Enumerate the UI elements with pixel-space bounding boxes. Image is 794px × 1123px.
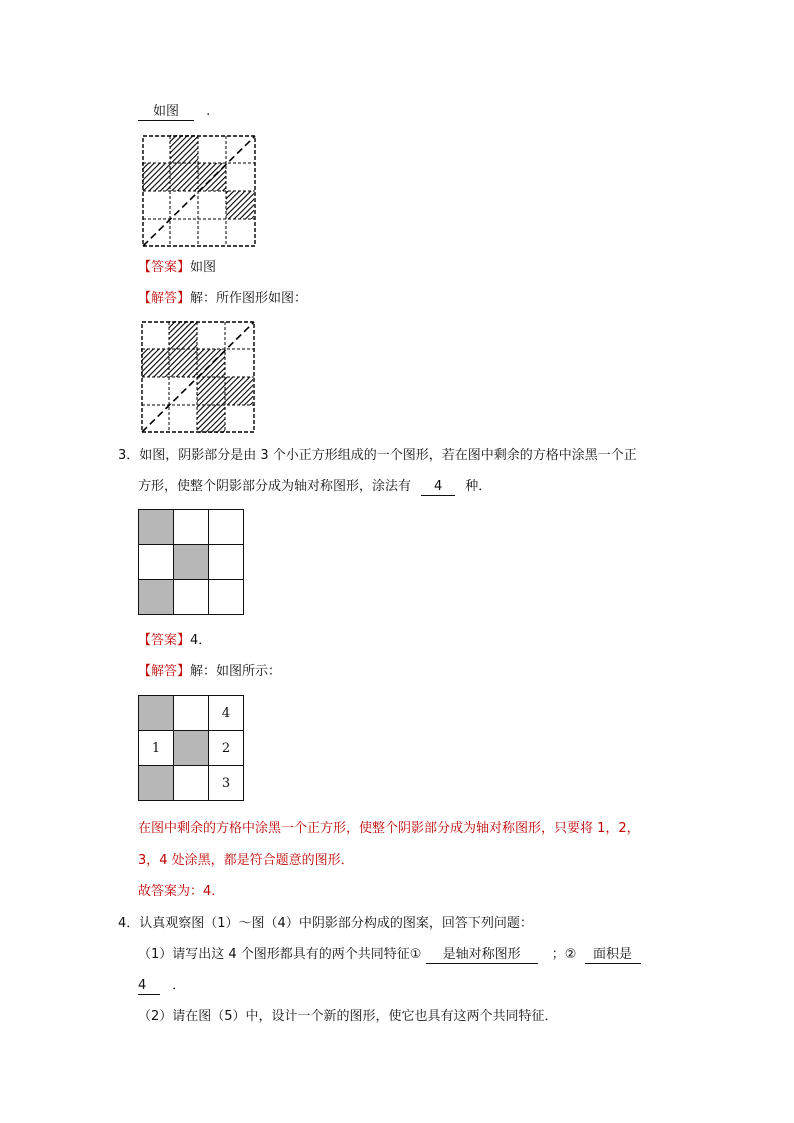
q2-solution (138, 290, 307, 308)
q2-question-figure (142, 135, 256, 247)
q3-stem-line1: 3．如图，阴影部分是由 3 个小正方形组成的一个图形，若在图中剩余的方格中涂黑一个正 (118, 448, 637, 463)
grid-cell (174, 510, 209, 545)
solution-text: 解：所作图形如图： (190, 291, 308, 306)
q4-part2-line: （2）请在图（5）中，设计一个新的图形，使它也具有这两个共同特征． (138, 1009, 558, 1024)
q4-part1-line (138, 946, 641, 964)
cell-label: 2 (221, 740, 231, 756)
q3-solution (138, 663, 281, 681)
grid-cell (139, 766, 174, 801)
q3-question-grid (138, 509, 244, 615)
q2-answer (138, 259, 216, 277)
grid-cell (139, 696, 174, 731)
grid-cell (174, 545, 209, 580)
q4-feature2-blank: 面积是 (585, 947, 641, 964)
q3-answer-blank: 4 (421, 479, 455, 496)
grid-cell (209, 731, 244, 766)
cell-label: 3 (221, 775, 231, 791)
q3-stem-post: 种． (465, 479, 492, 494)
grid-cell (209, 766, 244, 801)
q4-tail: ． (172, 978, 186, 993)
q3-explain-line1: 在图中剩余的方格中涂黑一个正方形，使整个阴影部分成为轴对称图形，只要将 1，2， (138, 821, 640, 836)
grid-cell (139, 510, 174, 545)
grid-cell (174, 731, 209, 766)
cell-label: 1 (151, 740, 161, 756)
q2-prev-answer-blank: 如图 (138, 104, 194, 121)
answer-text: 4． (190, 633, 212, 648)
q4-feature2-value: 4 (138, 978, 160, 995)
grid-cell (139, 545, 174, 580)
q4-separator: ；② (551, 947, 577, 962)
q2-prev-answer-line (138, 103, 210, 121)
q3-explain-line2: 3，4 处涂黑，都是符合题意的图形． (138, 853, 354, 868)
grid-cell (209, 510, 244, 545)
q3-stem-line2 (138, 478, 491, 496)
cell-label: 4 (221, 705, 231, 721)
q3-stem-pre: 方形，使整个阴影部分成为轴对称图形，涂法有 (138, 479, 412, 494)
grid-cell (139, 580, 174, 615)
grid-cell (209, 545, 244, 580)
solution-tag: 【解答】 (138, 291, 191, 306)
q3-answer (138, 632, 211, 650)
answer-tag: 【答案】 (138, 633, 191, 648)
grid-cell (209, 580, 244, 615)
solution-tag: 【解答】 (138, 664, 191, 679)
grid-cell (139, 731, 174, 766)
q4-part1-line-cont (138, 977, 185, 995)
q3-conclusion: 故答案为：4． (138, 884, 225, 899)
q4-feature1-blank: 是轴对称图形 (426, 947, 538, 964)
q4-stem-line1: 4．认真观察图（1）～图（4）中阴影部分构成的图案，回答下列问题： (118, 916, 533, 931)
grid-cell (174, 696, 209, 731)
answer-tag: 【答案】 (138, 260, 191, 275)
grid-cell (209, 696, 244, 731)
q2-prev-answer-tail: . (206, 104, 211, 119)
answer-text: 如图 (190, 260, 217, 275)
solution-text: 解：如图所示： (190, 664, 282, 679)
grid-cell (174, 580, 209, 615)
q2-answer-figure (141, 321, 255, 433)
grid-cell (174, 766, 209, 801)
q3-labeled-grid (138, 695, 244, 801)
q4-part1-prompt: （1）请写出这 4 个图形都具有的两个共同特征① (138, 947, 422, 962)
